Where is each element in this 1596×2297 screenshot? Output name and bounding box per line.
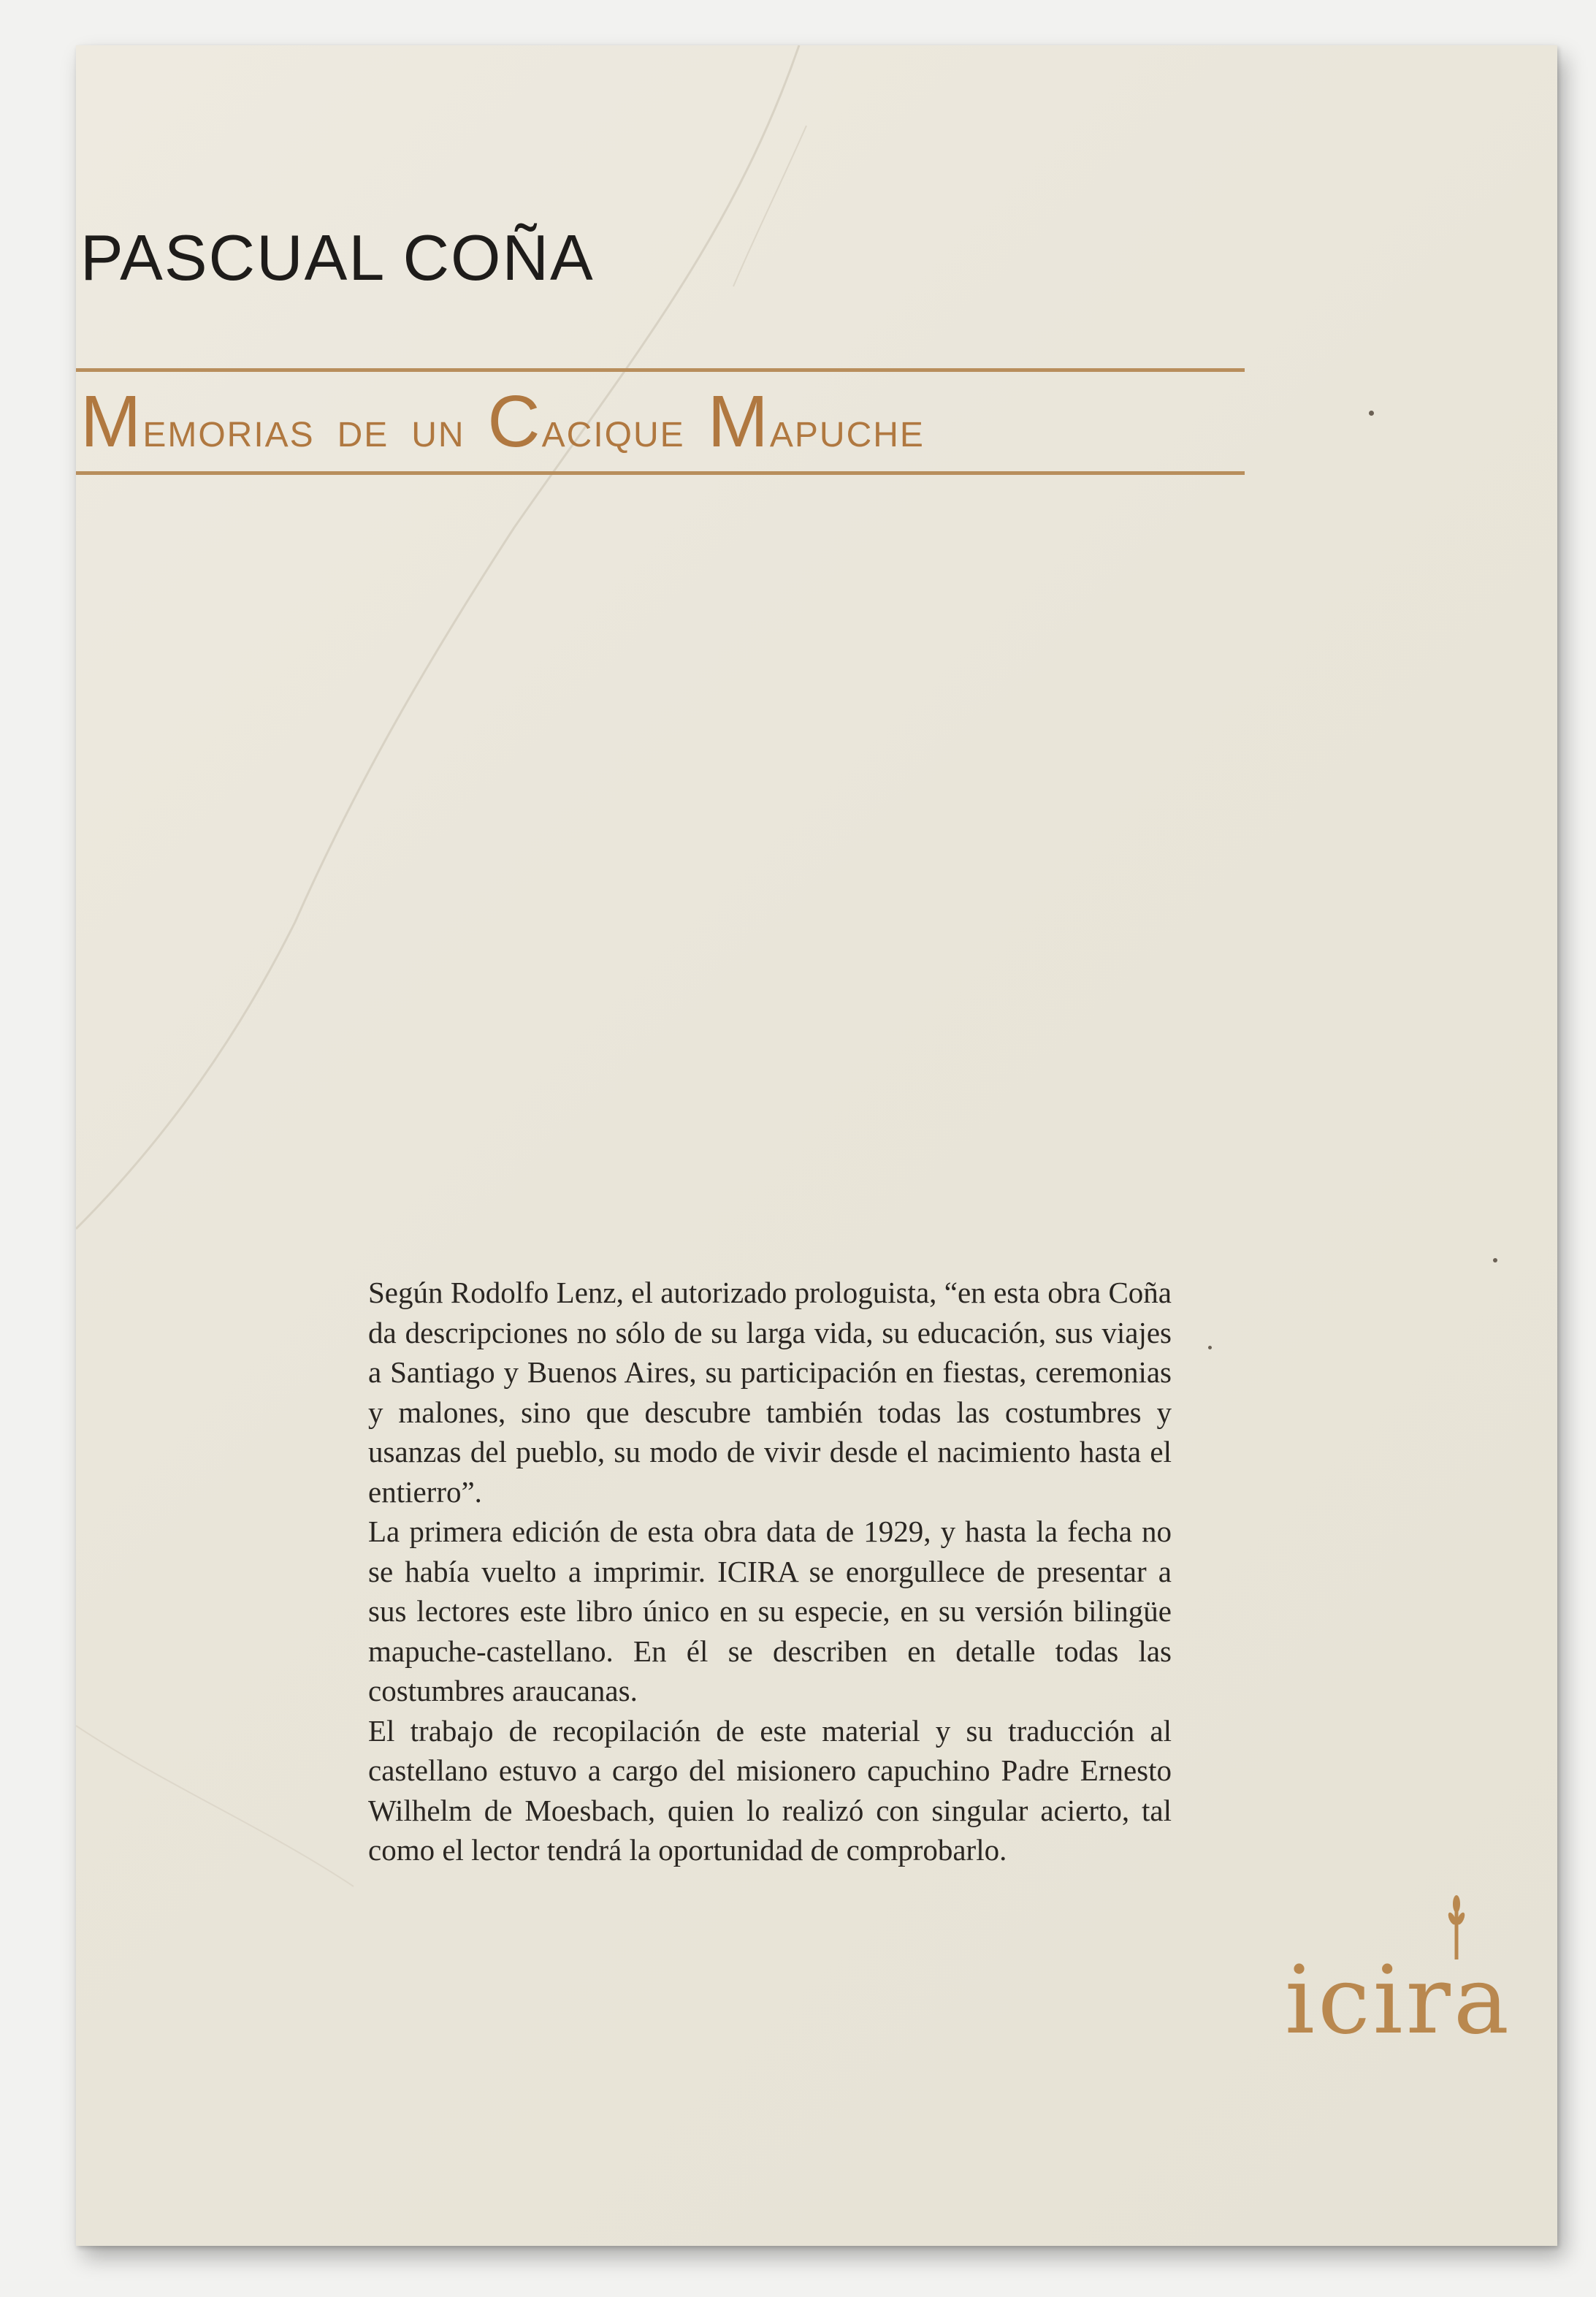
blurb-paragraph-1: Según Rodolfo Lenz, el autorizado prologuista, “en esta obra Coña da descripciones no sólo de su larga vida, su educación, sus viajes a Santiago y Buenos Aires, su participación en fiestas, ceremonias y malones, sino que descubre también todas las costumbres y usanzas del pueblo, su modo de vivir desde el nacimiento hasta el entierro”.	[368, 1276, 1172, 1509]
cover-speck	[1369, 411, 1374, 416]
title-word5-initial: M	[707, 381, 770, 462]
title-rule-bottom	[76, 471, 1245, 475]
book-title	[80, 378, 925, 473]
title-word2: de	[337, 402, 389, 457]
publisher-logo	[1285, 1894, 1519, 2069]
title-word4-initial: C	[487, 381, 542, 462]
title-word4-rest: acique	[541, 402, 685, 457]
title-word5-rest: apuche	[769, 402, 925, 457]
cover-speck	[1493, 1258, 1497, 1262]
book-back-cover	[76, 45, 1557, 2246]
title-word1-initial: M	[80, 381, 143, 462]
title-rule-top	[76, 368, 1245, 372]
title-word3: un	[411, 402, 465, 457]
blurb-paragraph-2: La primera edición de esta obra data de 1929, y hasta la fecha no se había vuelto a imprimir. ICIRA se enorgullece de presentar a sus lectores este libro único en su especie, en su versión bilingüe mapuche-castellano. En él se describen en detalle todas las costumbres araucanas.	[368, 1515, 1172, 1707]
blurb-paragraph-3: El trabajo de recopilación de este material y su traducción al castellano estuvo a cargo del misionero capuchino Padre Ernesto Wilhelm de Moesbach, quien lo realizó con singular acierto, tal como el lector tendrá la oportunidad de comprobarlo.	[368, 1713, 1172, 1867]
author-name: PASCUAL COÑA	[80, 221, 595, 294]
back-cover-blurb	[368, 1273, 1172, 1870]
title-word1-rest: emorias	[142, 402, 315, 457]
cover-speck	[1208, 1346, 1212, 1349]
publisher-logo-text: icira	[1285, 1946, 1513, 2055]
